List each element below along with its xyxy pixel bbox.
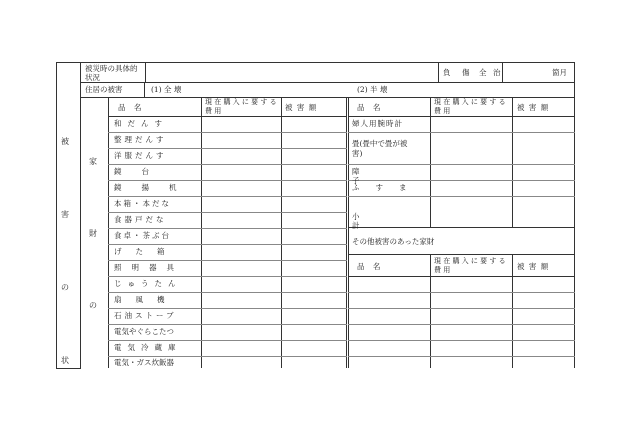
right-header2-name: 品 名 (357, 262, 384, 271)
right-header-cost: 現 在 購 入 に 要 す る 費 用 (434, 98, 506, 115)
category-label-2: 財 (89, 229, 97, 238)
right-header-name: 品 名 (357, 103, 384, 112)
left-item-10: 照明器具 (114, 263, 184, 272)
situation-label: 被災時の具体的状況 (85, 64, 138, 82)
injury-label-3: 全 (479, 68, 487, 77)
left-item-6: 本箱・本だな (114, 199, 171, 208)
injury-label-4: 治 (493, 68, 501, 77)
right-header2-cost: 現 在 購 入 に 要 す る 費 用 (434, 257, 506, 274)
right-header-damage: 被 害 額 (517, 103, 550, 112)
right-other-label: その他被害のあった家財 (352, 237, 435, 246)
left-header-name: 品 名 (118, 103, 145, 112)
side-label-3: の (61, 283, 69, 292)
left-item-11: じゅうたん (114, 279, 182, 288)
right-subtotal: 小計 (352, 212, 400, 230)
left-item-1: 和だんす (114, 119, 168, 128)
injury-unit: 箇月 (552, 68, 567, 77)
left-item-8: 食卓・茶ぶ台 (114, 231, 171, 240)
right-item-2: 畳(畳中で畳が被害) (352, 139, 408, 158)
injury-label-2: 傷 (462, 68, 470, 77)
category-label-3: の (89, 301, 97, 310)
left-item-4: 鏡台 (114, 167, 169, 176)
left-item-15: 電気冷蔵庫 (114, 343, 182, 352)
housing-label: 住居の被害 (85, 85, 123, 94)
right-item-1: 婦人用腕時計 (352, 119, 403, 128)
side-label-2: 害 (61, 210, 69, 219)
housing-option-full: (1) 全 壊 (151, 85, 182, 94)
left-item-14: 電気やぐらこたつ (114, 327, 174, 336)
side-label-4: 状 (61, 356, 69, 365)
left-item-5: 鏡揚机 (114, 183, 197, 192)
left-item-16: 電気・ガス炊飯器 (114, 358, 174, 367)
right-header2-damage: 被 害 額 (517, 262, 550, 271)
left-item-7: 食器戸だな (114, 215, 167, 224)
left-item-9: げた箱 (114, 247, 179, 256)
housing-option-half: (2) 半 壊 (357, 85, 388, 94)
left-header-cost: 現 在 購 入 に 要 す る 費 用 (205, 98, 277, 115)
left-header-damage: 被 害 額 (285, 103, 318, 112)
side-label-1: 被 (61, 137, 69, 146)
category-label-1: 家 (89, 157, 97, 166)
right-item-3: 障子 (352, 167, 400, 185)
left-item-2: 整理だんす (114, 135, 167, 144)
left-item-12: 扇風機 (114, 295, 179, 304)
injury-label-1: 負 (443, 68, 451, 77)
left-item-13: 石油ストーブ (114, 311, 177, 320)
right-item-4: ふすま (352, 183, 423, 192)
left-item-3: 洋服だんす (114, 151, 167, 160)
